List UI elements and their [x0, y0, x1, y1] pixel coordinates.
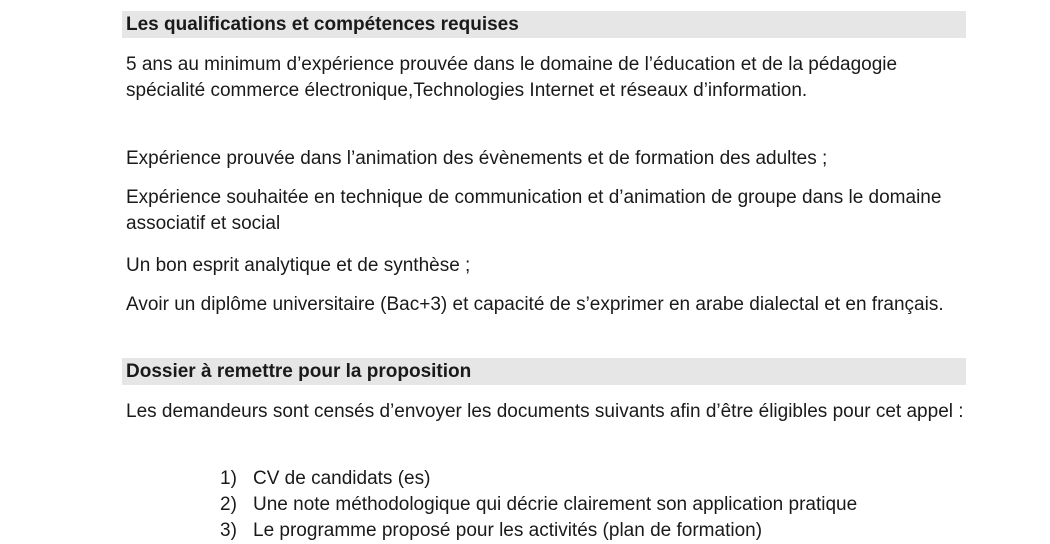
list-item-text: Une note méthodologique qui décrie clairement son application pratique	[253, 494, 858, 515]
section-header-qualifications: Les qualifications et compétences requises	[122, 11, 966, 38]
list-item	[220, 492, 980, 518]
list-item-number: 2)	[220, 494, 237, 515]
list-item-number: 1)	[220, 468, 237, 489]
list-item-text: CV de candidats (es)	[253, 468, 431, 489]
qualification-paragraph-diplome: Avoir un diplôme universitaire (Bac+3) et capacité de s’exprimer en arabe dialectal et en français.	[126, 294, 944, 315]
qualification-paragraph-experience: 5 ans au minimum d’expérience prouvée dans le domaine de l’éducation et de la pédagogie spécialité commerce électronique,Technologies Internet et réseaux d’information.	[126, 54, 898, 101]
dossier-intro-paragraph: Les demandeurs sont censés d’envoyer les documents suivants afin d’être éligibles pour cet appel :	[126, 401, 964, 422]
list-item-number: 3)	[220, 520, 237, 541]
list-item	[220, 466, 980, 492]
qualification-paragraph-communication: Expérience souhaitée en technique de communication et d’animation de groupe dans le domaine associatif et social	[126, 187, 942, 234]
dossier-documents-list	[220, 466, 980, 544]
list-item	[220, 518, 980, 544]
list-item-text: Le programme proposé pour les activités (plan de formation)	[253, 520, 763, 541]
qualification-paragraph-animation: Expérience prouvée dans l’animation des évènements et de formation des adultes ;	[126, 148, 828, 169]
qualification-paragraph-analytique: Un bon esprit analytique et de synthèse ;	[126, 255, 471, 276]
section-header-dossier: Dossier à remettre pour la proposition	[122, 358, 966, 385]
